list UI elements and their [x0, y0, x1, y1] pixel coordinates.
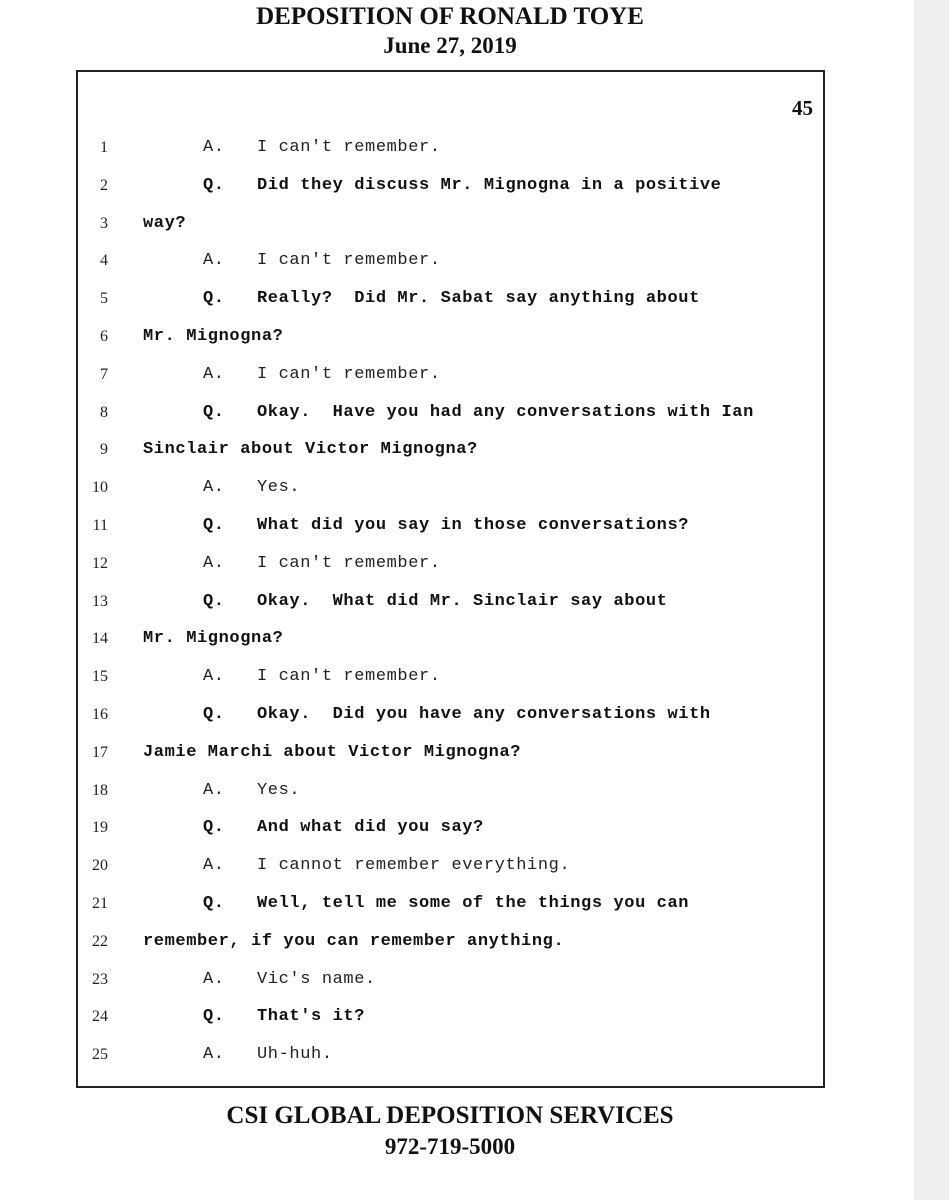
transcript-line [78, 781, 823, 819]
line-number: 11 [92, 517, 108, 534]
line-number: 8 [100, 403, 108, 421]
line-number: 14 [92, 630, 108, 648]
line-number: 10 [92, 479, 108, 497]
question-text: remember, if you can remember anything. [143, 931, 565, 951]
transcript-line [78, 440, 823, 478]
line-number: 1 [100, 139, 108, 156]
transcript-line [78, 327, 823, 365]
question-text: Q. Really? Did Mr. Sabat say anything about [203, 289, 700, 309]
line-number: 18 [92, 781, 108, 799]
transcript-line [78, 251, 823, 289]
line-number: 15 [92, 668, 108, 686]
transcript-line [78, 478, 823, 516]
transcript-line [78, 516, 823, 554]
answer-text: A. Yes. [203, 478, 301, 498]
transcript-line [78, 705, 823, 743]
line-number: 6 [100, 328, 108, 345]
page-number: 45 [792, 96, 813, 120]
question-text: Q. Well, tell me some of the things you can [203, 894, 690, 913]
question-text: Sinclair about Victor Mignogna? [143, 440, 478, 460]
deposition-date: June 27, 2019 [383, 33, 517, 58]
question-text: Jamie Marchi about Victor Mignogna? [143, 742, 522, 762]
answer-text: A. I can't remember. [203, 553, 441, 573]
transcript-line [78, 629, 823, 667]
transcript-line [78, 138, 823, 176]
transcript-line [78, 856, 823, 894]
line-number: 5 [100, 290, 108, 308]
transcript-line [78, 592, 823, 630]
question-text: way? [143, 213, 187, 233]
transcript-line [78, 1007, 823, 1045]
line-number: 3 [100, 214, 108, 232]
line-number: 19 [92, 819, 108, 837]
transcript-line [78, 554, 823, 592]
transcript-line [78, 214, 823, 252]
line-number: 7 [100, 365, 108, 383]
question-text: Q. Okay. What did Mr. Sinclair say about [203, 591, 668, 611]
answer-text: A. I can't remember. [203, 251, 441, 271]
question-text: Mr. Mignogna? [143, 629, 284, 649]
answer-text: A. Yes. [203, 780, 301, 800]
line-number: 13 [92, 592, 108, 610]
footer-company: CSI GLOBAL DEPOSITION SERVICES [226, 1102, 674, 1129]
question-text: Q. Okay. Did you have any conversations with [203, 705, 711, 724]
transcript-line [78, 176, 823, 214]
line-number: 25 [92, 1046, 108, 1064]
line-number: 20 [92, 857, 108, 875]
transcript-line [78, 818, 823, 856]
question-text: Q. Did they discuss Mr. Mignogna in a positive [203, 175, 722, 195]
answer-text: A. I can't remember. [203, 138, 441, 157]
transcript-box [76, 70, 825, 1088]
transcript-line [78, 743, 823, 781]
transcript-line [78, 289, 823, 327]
deposition-title: DEPOSITION OF RONALD TOYE [256, 3, 644, 30]
transcript-line [78, 667, 823, 705]
question-text: Q. What did you say in those conversations? [203, 516, 690, 535]
line-number: 22 [92, 932, 108, 950]
line-number: 17 [92, 743, 108, 761]
answer-text: A. I can't remember. [203, 364, 441, 384]
line-number: 12 [92, 554, 108, 572]
line-number: 23 [92, 970, 108, 988]
page-margin [914, 0, 949, 1200]
question-text: Mr. Mignogna? [143, 327, 284, 346]
answer-text: A. Uh-huh. [203, 1045, 333, 1065]
footer-phone: 972-719-5000 [384, 1134, 516, 1159]
line-number: 16 [92, 706, 108, 723]
transcript-line [78, 365, 823, 403]
answer-text: A. I can't remember. [203, 667, 441, 687]
transcript-line [78, 894, 823, 932]
transcript-line [78, 403, 823, 441]
line-number: 2 [100, 176, 108, 194]
question-text: Q. And what did you say? [203, 818, 484, 838]
question-text: Q. That's it? [203, 1007, 366, 1027]
question-text: Q. Okay. Have you had any conversations with Ian [203, 402, 754, 422]
line-number: 24 [92, 1008, 108, 1026]
transcript-line [78, 932, 823, 970]
line-number: 4 [100, 252, 108, 270]
line-number: 9 [100, 441, 108, 459]
transcript-line [78, 1045, 823, 1083]
answer-text: A. I cannot remember everything. [203, 856, 571, 876]
answer-text: A. Vic's name. [203, 969, 376, 989]
transcript-line [78, 970, 823, 1008]
line-number: 21 [92, 895, 108, 912]
